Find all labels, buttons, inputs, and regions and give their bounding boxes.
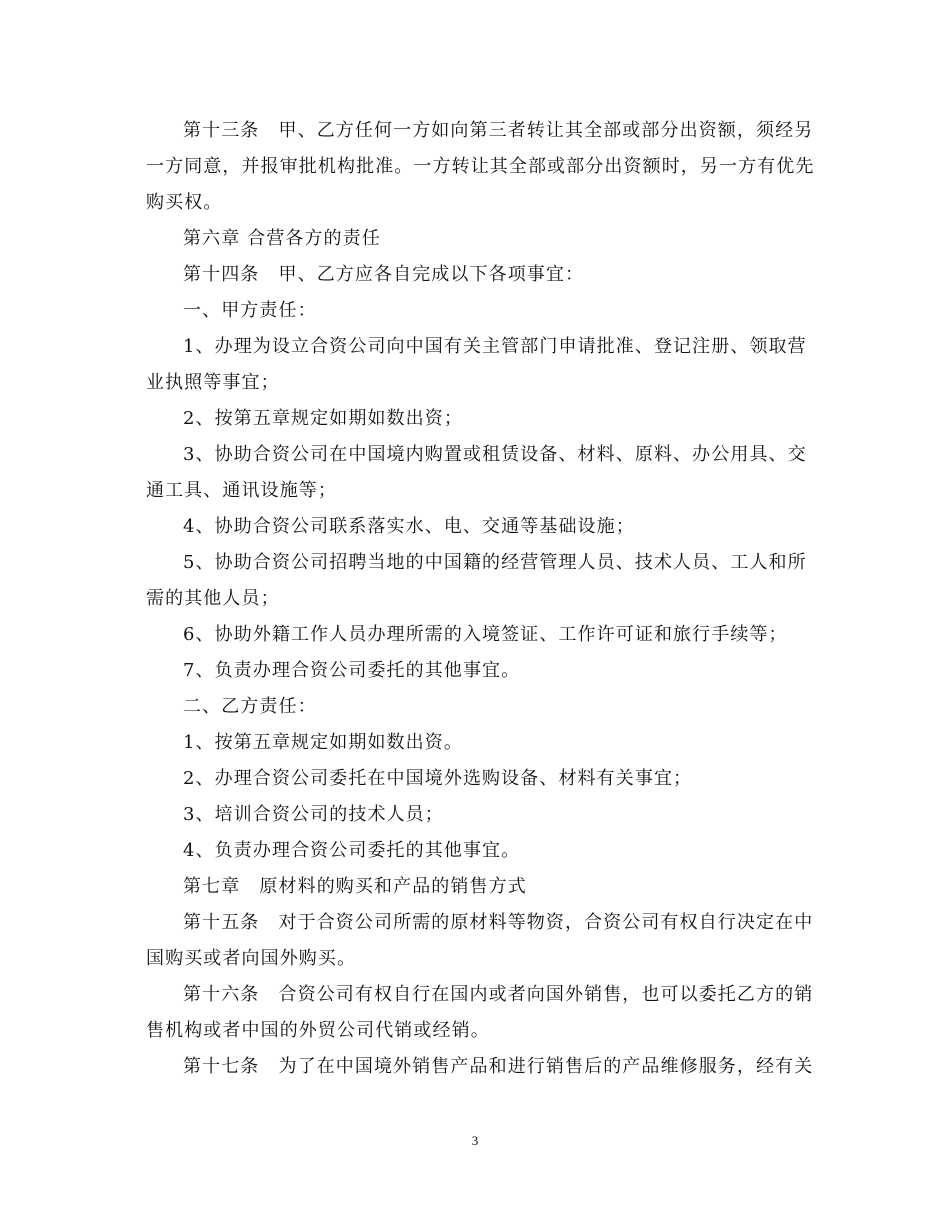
text-line: 6、协助外籍工作人员办理所需的入境签证、工作许可证和旅行手续等； bbox=[183, 624, 788, 645]
text-line: 第七章 原材料的购买和产品的销售方式 bbox=[183, 876, 527, 897]
text-line: 2、按第五章规定如期如数出资； bbox=[183, 408, 463, 429]
text-line: 第十五条 对于合资公司所需的原材料等物资，合资公司有权自行决定在中 bbox=[183, 912, 814, 933]
text-line: 二、乙方责任： bbox=[183, 696, 317, 717]
text-line: 7、负责办理合资公司委托的其他事宜。 bbox=[183, 660, 521, 681]
text-line: 2、办理合资公司委托在中国境外选购设备、材料有关事宜； bbox=[183, 768, 693, 789]
text-line: 业执照等事宜； bbox=[146, 372, 280, 393]
page-number: 3 bbox=[471, 1133, 479, 1148]
text-line: 4、负责办理合资公司委托的其他事宜。 bbox=[183, 840, 521, 861]
text-line: 购买权。 bbox=[146, 192, 223, 213]
text-line: 第十三条 甲、乙方任何一方如向第三者转让其全部或部分出资额，须经另 bbox=[183, 120, 814, 141]
text-line: 第六章 合营各方的责任 bbox=[183, 228, 381, 249]
document-body bbox=[146, 113, 815, 1085]
text-line: 需的其他人员； bbox=[146, 588, 280, 609]
text-line: 第十七条 为了在中国境外销售产品和进行销售后的产品维修服务，经有关 bbox=[183, 1056, 814, 1077]
text-line: 1、办理为设立合资公司向中国有关主管部门申请批准、登记注册、领取营 bbox=[183, 336, 807, 357]
text-line: 通工具、通讯设施等； bbox=[146, 480, 337, 501]
text-line: 3、培训合资公司的技术人员； bbox=[183, 804, 444, 825]
text-line: 5、协助合资公司招聘当地的中国籍的经营管理人员、技术人员、工人和所 bbox=[183, 552, 807, 573]
text-line: 一方同意，并报审批机构批准。一方转让其全部或部分出资额时，另一方有优先 bbox=[146, 156, 815, 177]
text-line: 售机构或者中国的外贸公司代销或经销。 bbox=[146, 1020, 490, 1041]
text-line: 第十四条 甲、乙方应各自完成以下各项事宜： bbox=[183, 264, 585, 285]
text-line: 3、协助合资公司在中国境内购置或租赁设备、材料、原料、办公用具、交 bbox=[183, 444, 807, 465]
text-line: 国购买或者向国外购买。 bbox=[146, 948, 357, 969]
text-line: 1、按第五章规定如期如数出资。 bbox=[183, 732, 463, 753]
text-line: 第十六条 合资公司有权自行在国内或者向国外销售，也可以委托乙方的销 bbox=[183, 984, 814, 1005]
text-line: 一、甲方责任： bbox=[183, 300, 317, 321]
text-line: 4、协助合资公司联系落实水、电、交通等基础设施； bbox=[183, 516, 635, 537]
